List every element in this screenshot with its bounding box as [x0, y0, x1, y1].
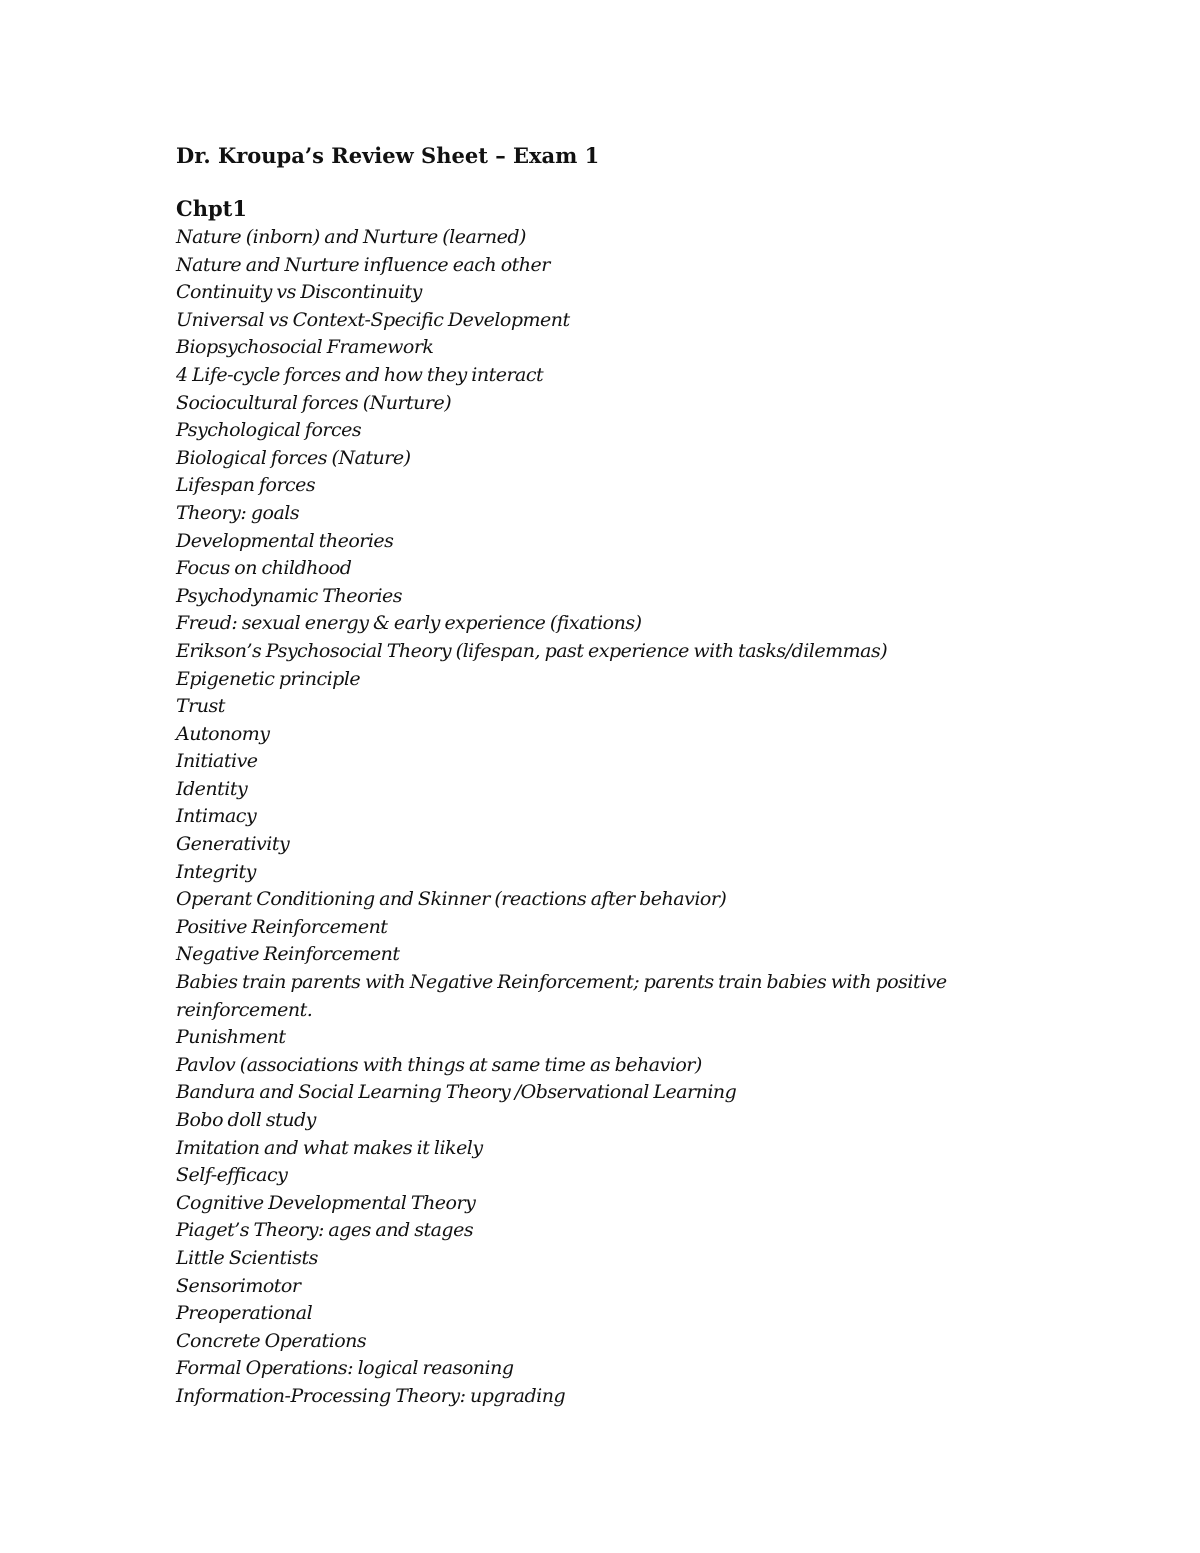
topic-item: Babies train parents with Negative Reinforcement; parents train babies with positive reinforcement.	[176, 971, 947, 1021]
topic-item: Autonomy	[176, 722, 270, 745]
document-title: Dr. Kroupa’s Review Sheet – Exam 1	[176, 143, 600, 168]
topic-item: Concrete Operations	[176, 1329, 367, 1352]
topic-item: Piaget’s Theory: ages and stages	[176, 1219, 474, 1242]
topic-item: Bandura and Social Learning Theory /Observational Learning	[176, 1081, 737, 1104]
topic-item: Focus on childhood	[176, 557, 352, 580]
topic-item: Imitation and what makes it likely	[176, 1136, 483, 1159]
topic-item: Operant Conditioning and Skinner (reactions after behavior)	[176, 888, 727, 911]
topic-item: Information-Processing Theory: upgrading	[176, 1384, 566, 1407]
topic-item: Formal Operations: logical reasoning	[176, 1357, 514, 1380]
topic-item: Pavlov (associations with things at same time as behavior)	[176, 1053, 702, 1076]
topic-item: Freud: sexual energy & early experience (fixations)	[176, 612, 642, 635]
topic-item: Developmental theories	[176, 529, 394, 552]
review-sheet	[176, 140, 1056, 1411]
topic-item: Erikson’s Psychosocial Theory (lifespan, past experience with tasks/dilemmas)	[176, 639, 888, 662]
topic-item: Self-efficacy	[176, 1164, 288, 1187]
topic-item: Preoperational	[176, 1302, 313, 1325]
topic-item: Integrity	[176, 860, 256, 883]
topic-item: 4 Life-cycle forces and how they interact	[176, 363, 544, 386]
topic-item: Biopsychosocial Framework	[176, 336, 434, 359]
topic-item: Little Scientists	[176, 1246, 318, 1269]
topic-item: Negative Reinforcement	[176, 943, 400, 966]
topic-item: Lifespan forces	[176, 474, 316, 497]
chapter-heading: Chpt1	[176, 196, 247, 221]
topic-item: Identity	[176, 777, 248, 800]
topic-item: Nature and Nurture influence each other	[176, 253, 550, 276]
topic-item: Sociocultural forces (Nurture)	[176, 391, 452, 414]
topic-item: Continuity vs Discontinuity	[176, 281, 422, 304]
topic-item: Biological forces (Nature)	[176, 446, 411, 469]
topic-item: Psychological forces	[176, 419, 362, 442]
topic-item: Nature (inborn) and Nurture (learned)	[176, 226, 526, 248]
topic-item: Generativity	[176, 833, 290, 856]
topic-item: Cognitive Developmental Theory	[176, 1191, 476, 1214]
topic-list	[176, 224, 1056, 1411]
topic-item: Punishment	[176, 1026, 286, 1049]
topic-item: Trust	[176, 695, 225, 718]
topic-item: Positive Reinforcement	[176, 915, 388, 938]
topic-item: Initiative	[176, 750, 258, 773]
topic-item: Psychodynamic Theories	[176, 584, 403, 607]
topic-item: Epigenetic principle	[176, 667, 361, 690]
topic-item: Universal vs Context-Specific Development	[176, 308, 570, 331]
topic-item: Intimacy	[176, 805, 257, 828]
topic-item: Bobo doll study	[176, 1109, 316, 1131]
topic-item: Sensorimotor	[176, 1274, 301, 1297]
topic-item: Theory: goals	[176, 501, 300, 524]
